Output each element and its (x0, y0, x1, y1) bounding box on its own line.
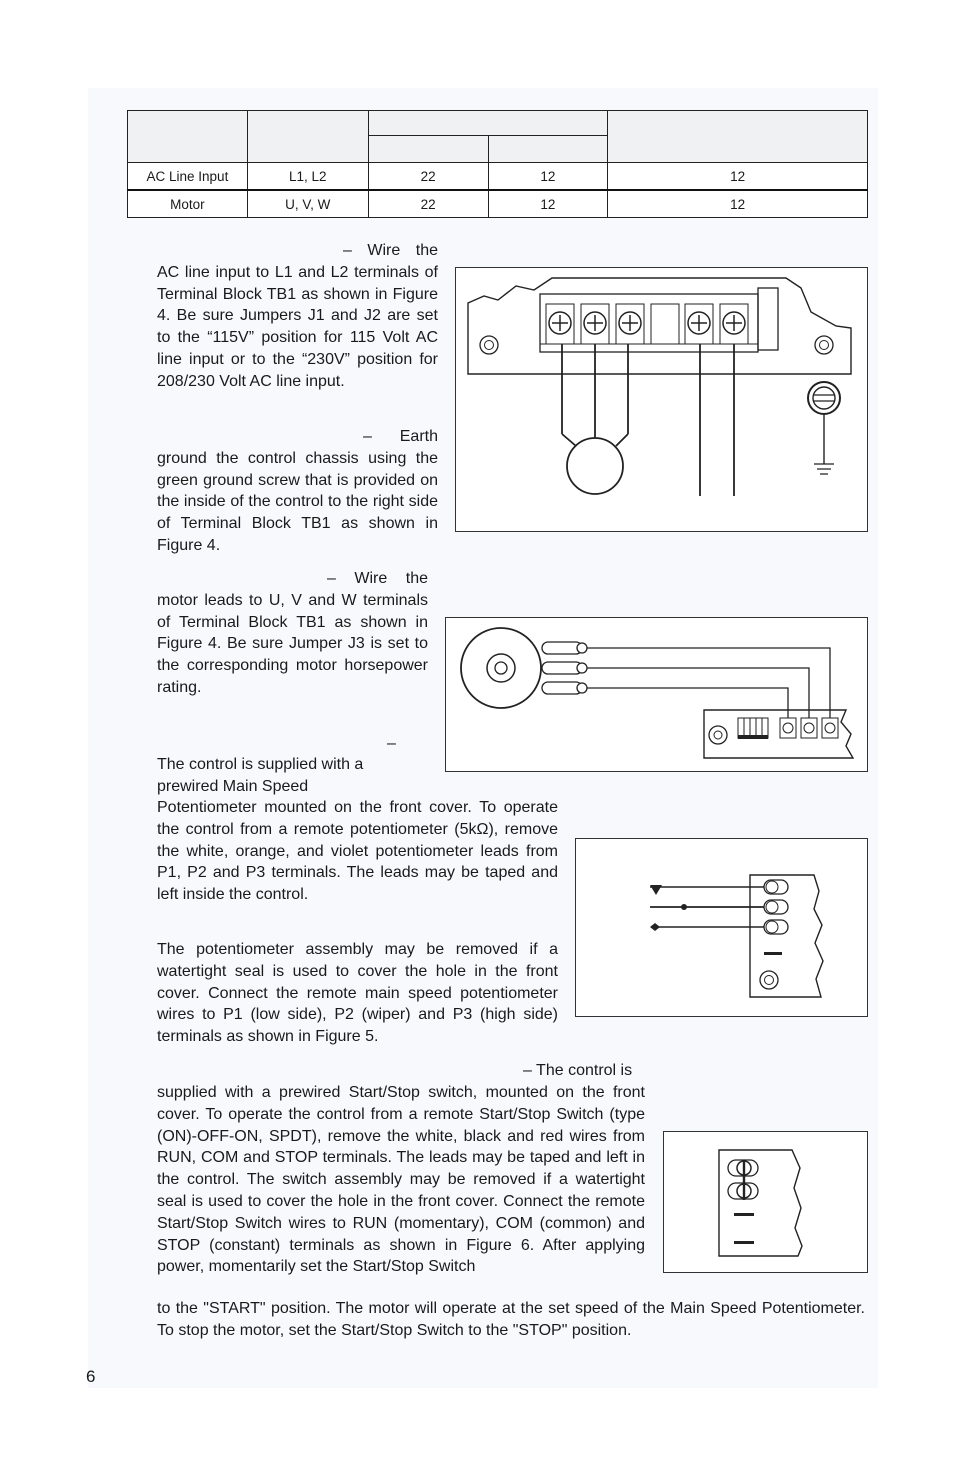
startstop-paragraph: supplied with a prewired Start/Stop switch, mounted on the front cover. To operate the control from a remote Start/Stop Switch (type (ON)-OFF-ON, SPDT), remove the white, black and red wires from RUN, COM and STOP terminals. The leads may be taped and left in the control. The switch assembly may be removed if a watertight seal is used to cover the hole in the front cover. Connect the remote Start/Stop Switch wires to RUN (momentary), COM (common) and STOP (constant) terminals as shown in Figure 6. After applying power, momentarily set the Start/Stop Switch (157, 1084, 645, 1276)
figure-4-terminal-block (455, 267, 868, 532)
pot-removal-paragraph: The potentiometer assembly may be removed if a watertight seal is used to cover the hole in the front cover. Connect the remote main speed potentiometer wires to P1 (low side), P2 (wiper) and P3 (high side) terminals as shown in Figure 5. (157, 941, 558, 1046)
table-header-cell (128, 111, 248, 163)
terminal-screws (546, 304, 748, 344)
table-header-cell (608, 111, 868, 163)
figure-remote-pot-terminals (575, 838, 868, 1017)
pot-lugs (542, 642, 587, 694)
page-number: 6 (86, 1367, 96, 1386)
table-cell: U, V, W (247, 190, 368, 218)
pot-wires (587, 648, 830, 718)
motor-paragraph: – Wire the motor leads to U, V and W terminals of Terminal Block TB1 as shown in Figure 4. Be sure Jumper J3 is set to the corresponding motor horsepower rating. (157, 570, 428, 696)
table-cell: 22 (368, 163, 488, 191)
figure-4-drawing (456, 268, 869, 533)
figure-5-potentiometer (445, 617, 868, 772)
table-cell: 12 (608, 190, 868, 218)
ac-line-paragraph: – Wire the AC line input to L1 and L2 terminals of Terminal Block TB1 as shown in Figure 4. Be sure Jumpers J1 and J2 are set to the “115V” position for 115 Volt AC line input or to the “230V” position for 208/230 Volt AC line input. (157, 242, 438, 390)
table-row (128, 190, 868, 218)
figure-5-drawing (446, 618, 869, 773)
table-row (128, 163, 868, 191)
table-header-cell (368, 136, 488, 163)
table-header-cell (488, 136, 608, 163)
motor-wiring (562, 344, 734, 496)
table-header-cell (368, 111, 608, 136)
table-cell: 12 (488, 163, 608, 191)
potentiometer-knob (461, 628, 541, 708)
remote-pot-drawing (576, 839, 869, 1018)
pot-paragraph: Potentiometer mounted on the front cover. To operate the control from a remote potentiometer (5kΩ), remove the white, orange, and violet potentiometer leads from P1, P2 and P3 terminals. The leads may be taped and left inside the control. (157, 799, 558, 904)
startstop-heading-dash: – The control is (523, 1062, 633, 1079)
table-header-cell (247, 111, 368, 163)
table-cell: 12 (488, 190, 608, 218)
startstop-tail-paragraph: to the "START" position. The motor will operate at the set speed of the Main Speed Potentiometer. To stop the motor, set the Start/Stop Switch to the "STOP" position. (157, 1300, 865, 1339)
table-cell: Motor (128, 190, 248, 218)
pot-heading-dash: – (387, 735, 396, 752)
startstop-drawing (664, 1132, 869, 1274)
pot-intro-paragraph: The control is supplied with a prewired Main Speed (157, 756, 364, 795)
table-cell: 22 (368, 190, 488, 218)
ground-screw (808, 382, 840, 474)
table-cell: AC Line Input (128, 163, 248, 191)
table-cell: L1, L2 (247, 163, 368, 191)
wire-size-table (127, 110, 868, 218)
ground-paragraph: – Earth ground the control chassis using the green ground screw that is provided on the inside of the control to the right side of Terminal Block TB1 as shown in Figure 4. (157, 428, 438, 554)
figure-startstop-terminals (663, 1131, 868, 1273)
table-cell: 12 (608, 163, 868, 191)
table-header-row (128, 111, 868, 136)
